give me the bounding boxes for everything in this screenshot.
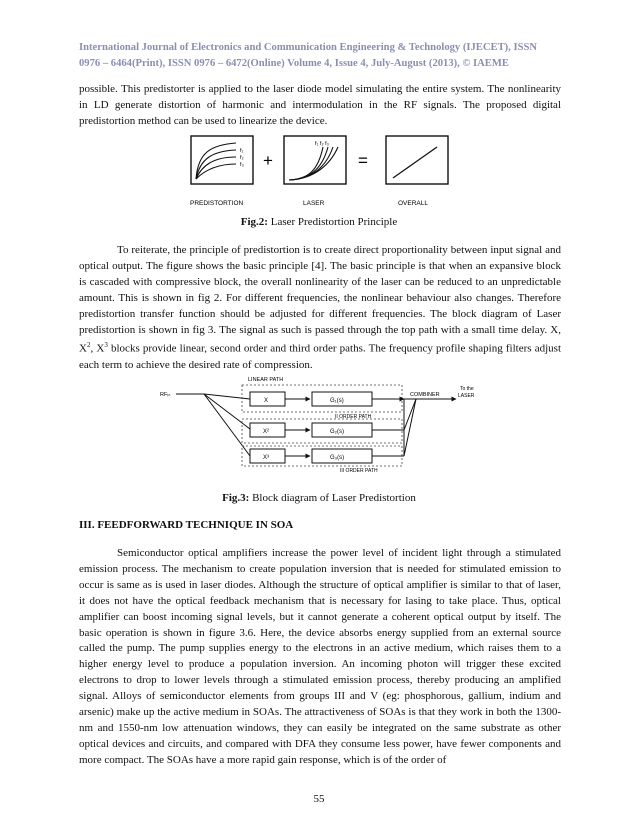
x1-label: X — [264, 398, 269, 404]
laser-output-label: LASER — [458, 393, 475, 399]
rf-in-label: RFᵢₙ — [160, 392, 171, 398]
iii-order-label: III ORDER PATH — [340, 468, 378, 474]
fig2-caption-text: Laser Predistortion Principle — [267, 216, 398, 228]
para2-sup2: 2 — [86, 341, 91, 350]
journal-header — [79, 40, 561, 72]
overall-graph — [386, 136, 448, 184]
predistortion-graph — [191, 136, 253, 184]
fig3-block-diagram — [160, 372, 490, 480]
to-the-label: To the — [460, 386, 474, 392]
g2-label: G₂(s) — [330, 429, 344, 435]
paragraph-predistortion — [79, 243, 561, 374]
para2-sup3: 3 — [104, 341, 108, 350]
g3-label: G₃(s) — [330, 455, 345, 461]
fig3-caption-label: Fig.3: — [222, 492, 250, 504]
fig2-caption — [0, 216, 638, 228]
freq-label-laser: f₁ f₂ f₃ — [315, 141, 329, 147]
header-line-2: 0976 – 6464(Print), ISSN 0976 – 6472(Online) Volume 4, Issue 4, July-August (2013), © IAEME — [79, 58, 509, 69]
label-predistortion: PREDISTORTION — [190, 200, 244, 207]
laser-graph — [284, 136, 346, 184]
paragraph-soa: Semiconductor optical amplifiers increase the power level of incident light through a stimulated emission process. The mechanism to create population inversion that is needed for stimulated emission to occur is same as is used in laser diodes. Although the structure of optical amplifier is similar to that of laser, it does not have the optical feedback mechanism that is necessary for lasing to take place. Thus, optical amplifier can boost incoming signal levels, but it cannot generate a coherent optical output by itself. The basic operation is shown in figure 3.6. Here, the device absorbs energy supplied from an external source called the pump. The pump supplies energy to the electrons in an active medium, which raises them to a higher energy level to produce a population inversion. An incoming photon will trigger these excited electrons to drop to lower levels through a stimulated emission process, thereby producing an amplified signal. Alloys of semiconductor elements from groups III and V (eg: phosphorous, gallium, indium and arsenic) make up the active medium in SOAs. The attractiveness of SOAs is that they work in both the 1300-nm and 1550-nm low attenuation windows, they can easily be integrated on the same substrate as other optical devices and circuits, and compared with DFA they consume less power, have fewer components and more compact. The SOAs have a more rapid gain response, which is of the order of — [79, 547, 561, 766]
label-overall: OVERALL — [398, 200, 428, 207]
plus-sign: + — [263, 151, 273, 170]
para2-part2: blocks provide linear, second order and third order paths. The frequency profile shaping filters adjust each term to achieve the desired rate of compression. — [79, 343, 562, 371]
label-laser: LASER — [303, 200, 325, 207]
header-line-1: International Journal of Electronics and Communication Engineering & Technology (IJECET), ISSN — [79, 42, 538, 53]
para2-part1: To reiterate, the principle of predistortion is to create direct proportionality between input signal and optical output. The figure shows the basic principle [4]. The basic principle is that when an expansive block is cascaded with compressive block, the overall nonlinearity of the laser can be reduced to an unpredictable amount. This is shown in fig 2. For different frequencies, the nonlinear behaviour also changes. Therefore predistortion transfer function should be adjusted for different frequencies. The block diagram of Laser predistortion is shown in fig 3. The signal as such is passed through the top path with a small time delay. X, X — [79, 244, 561, 356]
combiner-label: COMBINER — [410, 392, 440, 398]
freq-label-left-1: f₁ — [240, 148, 244, 154]
para2-mid: , X — [90, 343, 105, 356]
intro-paragraph: possible. This predistorter is applied to the laser diode model simulating the entire system. The nonlinearity in LD generate distortion of harmonic and intermodulation in the RF signals. The proposed digital predistortion method can be used to linearize the device. — [79, 83, 561, 127]
fig2-diagram — [190, 133, 452, 211]
fig2-caption-label: Fig.2: — [240, 216, 268, 228]
equals-sign: = — [358, 151, 368, 170]
x2-label: X² — [263, 429, 269, 435]
freq-label-left-3: f₃ — [240, 162, 244, 168]
section-heading: III. FEEDFORWARD TECHNIQUE IN SOA — [79, 519, 294, 531]
linear-path-label: LINEAR PATH — [248, 377, 284, 383]
freq-label-left-2: f₂ — [240, 155, 244, 161]
fig3-caption-text: Block diagram of Laser Predistortion — [249, 492, 416, 504]
g1-label: G₁(s) — [330, 398, 344, 404]
fig3-caption — [0, 492, 638, 504]
ii-order-label: II ORDER PATH — [335, 414, 372, 420]
page-number: 55 — [313, 793, 325, 805]
x3-label: X³ — [263, 455, 269, 461]
